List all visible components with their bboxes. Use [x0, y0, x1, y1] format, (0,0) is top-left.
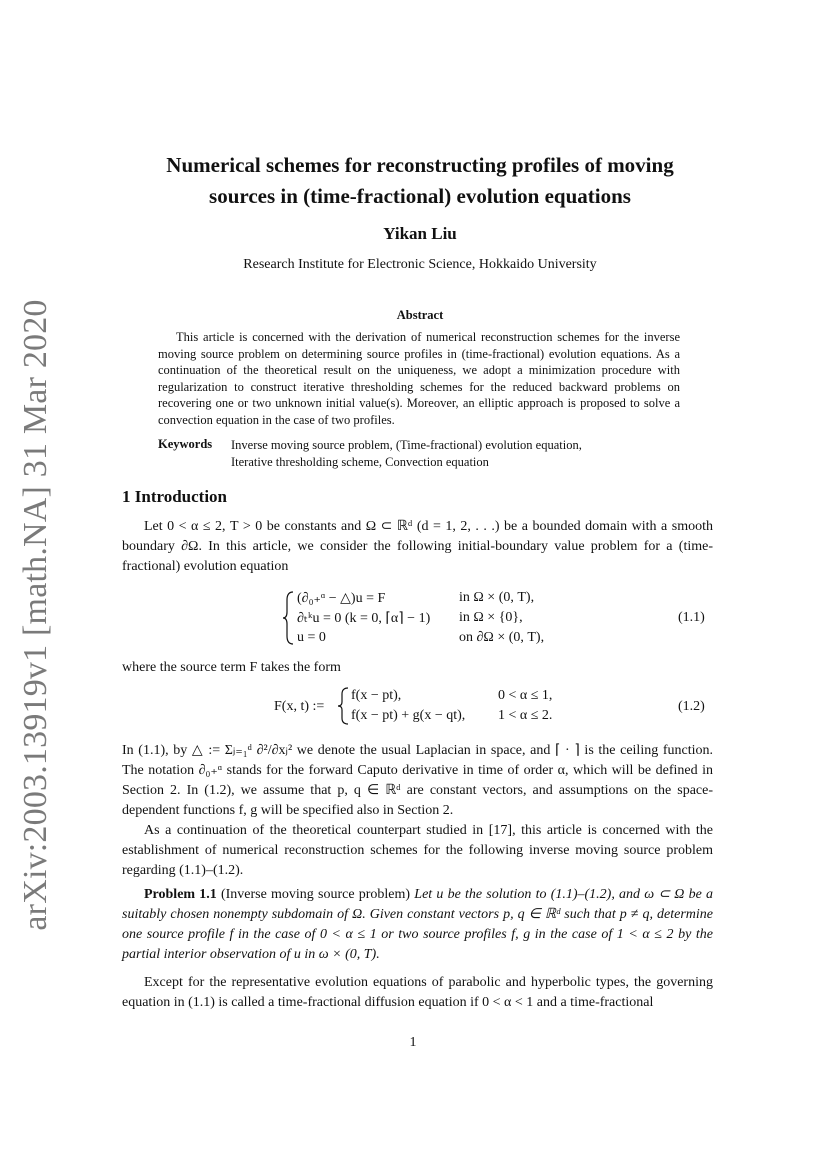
keywords-label: Keywords [158, 437, 213, 451]
title-line-1: Numerical schemes for reconstructing profiles of moving [166, 153, 674, 177]
eq-1-1-row-3-right: on ∂Ω × (0, T), [459, 630, 545, 645]
eq-1-1-row-3-left: u = 0 [297, 630, 326, 645]
abstract-heading: Abstract [396, 308, 444, 322]
arxiv-identifier: arXiv:2003.13919v1 [math.NA] 31 Mar 2020 [17, 299, 54, 931]
abstract-body: This article is concerned with the derivation of numerical reconstruction schemes for the inverse moving source problem on determining source profiles in (time-fractional) evolution equations. As a continuation of the theoretical result on the uniqueness, we adopt a minimization procedure with regularization to construct iterative thresholding schemes for the reduced backward problems on recovering one or two unknown initial value(s). Moreover, an elliptic approach is proposed to solve a convection equation in the case of two profiles. [158, 330, 680, 427]
eq-1-1-row-2-right: in Ω × {0}, [459, 610, 523, 625]
eq-1-2-lhs: F(x, t) := [274, 699, 325, 714]
eq-1-2-row-2-left: f(x − pt) + g(x − qt), [351, 708, 466, 723]
author-affiliation: Research Institute for Electronic Science, Hokkaido University [243, 257, 597, 272]
intro-paragraph-3: In (1.1), by △ := Σⱼ₌₁ᵈ ∂²/∂xⱼ² we denote the usual Laplacian in space, and ⌈ · ⌉ is the ceiling function. The notation ∂₀₊ᵅ stands for the forward Caputo derivative in time of order α, which will be defined in Section 2. In (1.2), we assume that p, q ∈ ℝᵈ are constant vectors, and assumptions on the space-dependent functions f, g will be specified also in Section 2. [122, 743, 713, 818]
left-brace-1-2 [338, 686, 350, 726]
intro-paragraph-4: As a continuation of the theoretical counterpart studied in [17], this article is concerned with the establishment of numerical reconstruction schemes for the following inverse moving source problem regarding (1.1)–(1.2). [122, 823, 713, 878]
author-name: Yikan Liu [383, 224, 457, 243]
arxiv-sidebar [10, 299, 62, 931]
left-brace-1-1 [283, 590, 295, 646]
keywords-line-1: Inverse moving source problem, (Time-fractional) evolution equation, [231, 438, 582, 452]
title-line-2: sources in (time-fractional) evolution equations [209, 184, 631, 208]
eq-1-2-row-1-right: 0 < α ≤ 1, [498, 688, 553, 703]
intro-paragraph-5: Except for the representative evolution equations of parabolic and hyperbolic types, the governing equation in (1.1) is called a time-fractional diffusion equation if 0 < α < 1 and a time-fractional [122, 975, 713, 1010]
problem-statement: Let u be the solution to (1.1)–(1.2), and ω ⊂ Ω be a suitably chosen nonempty subdomain of Ω. Given constant vectors p, q ∈ ℝᵈ such that p ≠ q, determine one source profile f in the case of 0 < α ≤ 1 or two source profiles f, g in the case of 1 < α ≤ 2 by the partial interior observation of u in ω × (0, T). [122, 887, 713, 962]
intro-paragraph-1: Let 0 < α ≤ 2, T > 0 be constants and Ω ⊂ ℝᵈ (d = 1, 2, . . .) be a bounded domain with a smooth boundary ∂Ω. In this article, we consider the following initial-boundary value problem for a (time-fractional) evolution equation [122, 519, 713, 574]
keywords-list [231, 437, 681, 470]
equation-number-1-1: (1.1) [678, 610, 705, 625]
page-number: 1 [409, 1035, 417, 1050]
eq-1-2-row-1-left: f(x − pt), [351, 688, 402, 703]
eq-1-1-row-2-left: ∂ₜᵏu = 0 (k = 0, ⌈α⌉ − 1) [297, 611, 431, 626]
section-heading-introduction: 1 Introduction [122, 487, 228, 506]
keywords-line-2: Iterative thresholding scheme, Convection equation [231, 454, 489, 469]
eq-1-2-row-2-right: 1 < α ≤ 2. [498, 708, 553, 723]
intro-paragraph-2: where the source term F takes the form [122, 660, 341, 675]
problem-label: Problem 1.1 [144, 887, 217, 902]
problem-1-1 [122, 885, 713, 965]
problem-name: (Inverse moving source problem) [220, 887, 411, 902]
eq-1-1-row-1-right: in Ω × (0, T), [459, 590, 535, 605]
eq-1-1-row-1-left: (∂₀₊ᵅ − △)u = F [297, 591, 386, 606]
paper-title [120, 150, 720, 212]
equation-number-1-2: (1.2) [678, 699, 705, 714]
